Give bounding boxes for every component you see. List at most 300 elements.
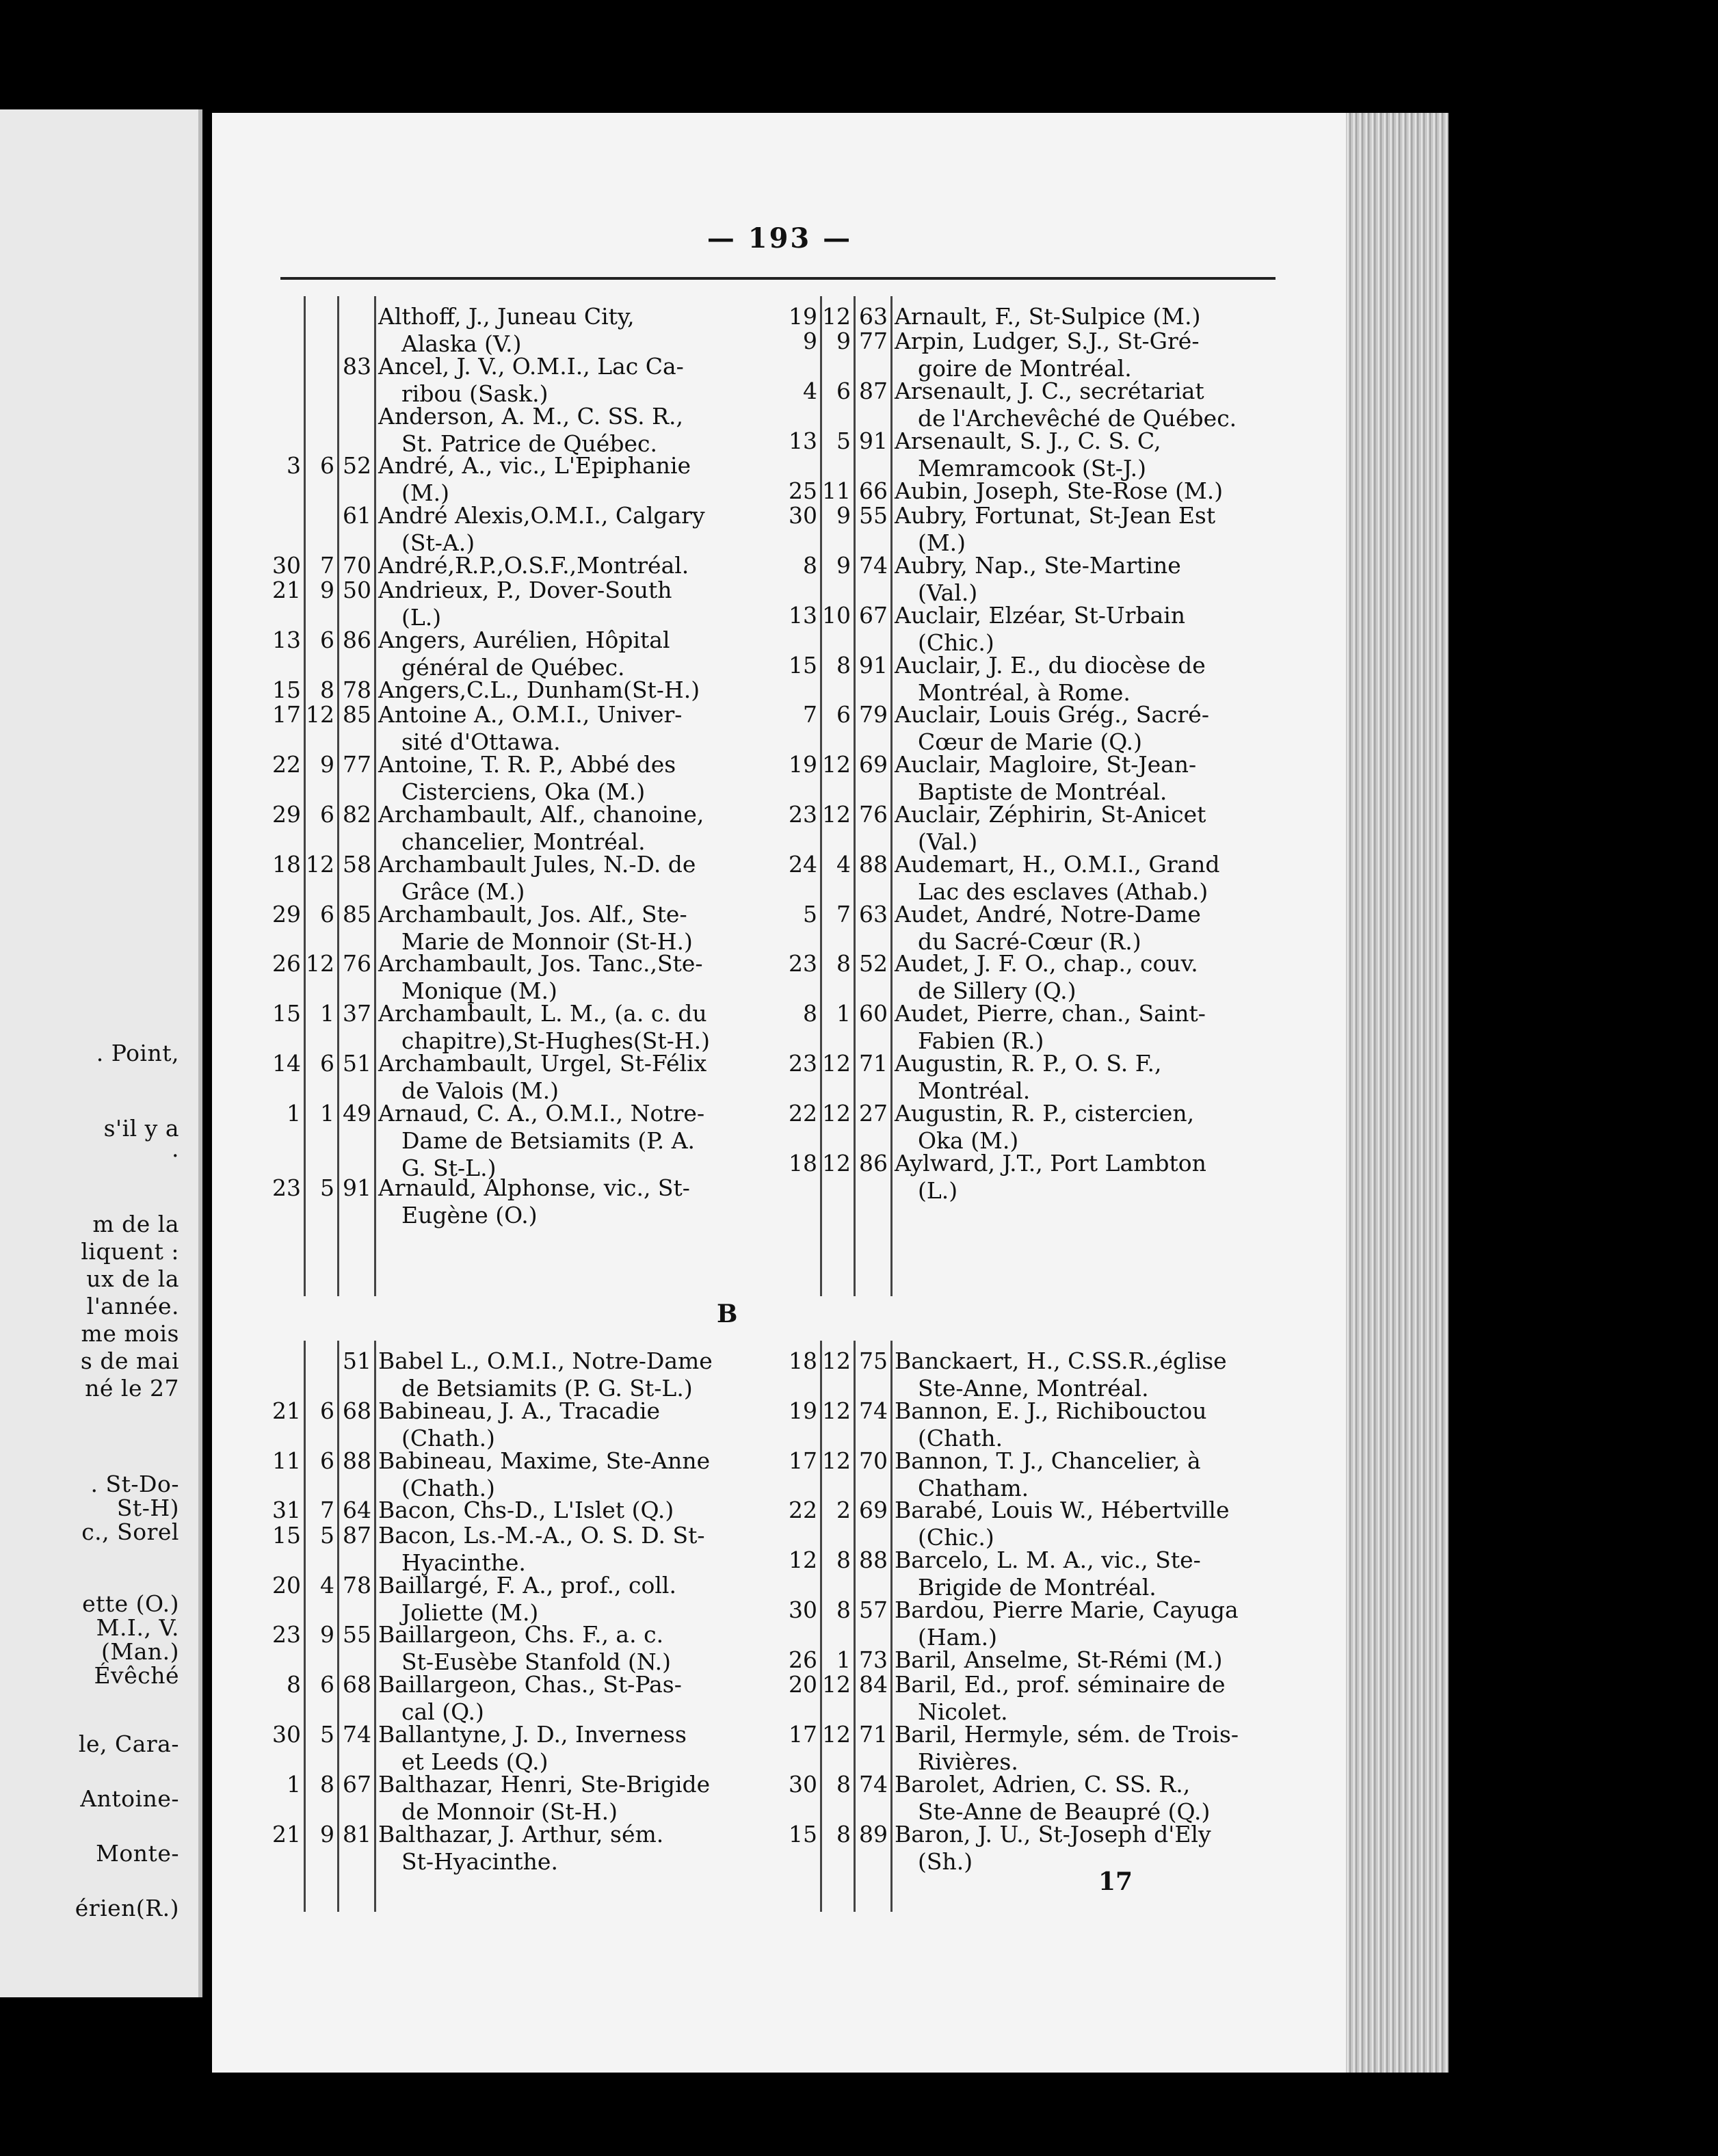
entry-name: Auclair, Zéphirin, St-Anicet bbox=[895, 801, 1206, 828]
month-number: 6 bbox=[320, 1397, 334, 1424]
entry-continuation: Dame de Betsiamits (P. A. bbox=[401, 1127, 696, 1154]
directory-entry bbox=[728, 1348, 1234, 1402]
directory-entry bbox=[728, 1770, 1234, 1825]
year-number: 86 bbox=[343, 627, 371, 654]
directory-entry bbox=[728, 801, 1234, 855]
directory-entry bbox=[212, 950, 718, 1005]
column-rule bbox=[337, 296, 339, 1296]
month-number: 12 bbox=[822, 1721, 851, 1748]
month-number: 6 bbox=[320, 627, 334, 654]
entry-name: Auclair, Magloire, St-Jean- bbox=[895, 751, 1197, 778]
entry-name: Aylward, J.T., Port Lambton bbox=[895, 1149, 1206, 1176]
year-number: 71 bbox=[859, 1050, 888, 1077]
year-number: 88 bbox=[859, 850, 888, 878]
entry-name: Auclair, Elzéar, St-Urbain bbox=[895, 601, 1186, 629]
directory-entry bbox=[212, 1099, 718, 1181]
left-page-fragment-line: (Man.) bbox=[101, 1638, 179, 1665]
entry-continuation: Brigide de Montréal. bbox=[918, 1574, 1157, 1601]
day-number: 18 bbox=[789, 1348, 817, 1374]
month-number: 8 bbox=[836, 950, 851, 977]
year-number: 50 bbox=[343, 577, 371, 604]
entry-continuation: de l'Archevêché de Québec. bbox=[918, 405, 1237, 432]
entry-name: Augustin, R. P., O. S. F., bbox=[895, 1050, 1162, 1077]
directory-entry bbox=[212, 1521, 718, 1576]
column-rule bbox=[374, 296, 376, 1296]
year-number: 88 bbox=[343, 1447, 371, 1474]
entry-name: Baril, Hermyle, sém. de Trois- bbox=[895, 1721, 1239, 1748]
entry-continuation: (Chath. bbox=[918, 1424, 1003, 1451]
year-number: 69 bbox=[859, 1497, 888, 1524]
directory-entry bbox=[728, 1099, 1234, 1154]
left-page-fragment-line: m de la bbox=[92, 1211, 179, 1237]
entry-name: Baillargeon, Chs. F., a. c. bbox=[378, 1621, 664, 1648]
year-number: 69 bbox=[859, 751, 888, 778]
directory-entry bbox=[212, 452, 718, 507]
year-number: 85 bbox=[343, 900, 371, 928]
left-page-fragment-line: liquent : bbox=[81, 1238, 179, 1265]
directory-page bbox=[212, 113, 1347, 2073]
entry-name: Baillargeon, Chas., St-Pas- bbox=[378, 1671, 682, 1698]
month-number: 1 bbox=[320, 1000, 334, 1027]
entry-continuation: Montréal. bbox=[918, 1077, 1031, 1104]
day-number: 15 bbox=[272, 1521, 301, 1549]
month-number: 12 bbox=[822, 801, 851, 828]
year-number: 74 bbox=[859, 1397, 888, 1424]
month-number: 9 bbox=[320, 1621, 334, 1648]
day-number: 17 bbox=[789, 1721, 817, 1748]
directory-entry bbox=[728, 1547, 1234, 1601]
entry-name: Bardou, Pierre Marie, Cayuga bbox=[895, 1596, 1239, 1623]
directory-entry bbox=[212, 1820, 718, 1875]
month-number: 9 bbox=[836, 502, 851, 529]
page-edges bbox=[1346, 113, 1449, 2073]
year-number: 86 bbox=[859, 1149, 888, 1176]
month-number: 4 bbox=[320, 1571, 334, 1599]
year-number: 27 bbox=[859, 1099, 888, 1127]
month-number: 12 bbox=[822, 1099, 851, 1127]
month-number: 5 bbox=[836, 428, 851, 454]
entry-continuation: chapitre),St-Hughes(St-H.) bbox=[401, 1027, 710, 1055]
year-number: 52 bbox=[343, 452, 371, 479]
year-number: 37 bbox=[343, 1000, 371, 1027]
entry-continuation: Baptiste de Montréal. bbox=[918, 778, 1167, 806]
page-number: — 193 — bbox=[706, 222, 853, 254]
entry-continuation: ribou (Sask.) bbox=[401, 380, 549, 407]
day-number: 3 bbox=[287, 452, 301, 479]
year-number: 75 bbox=[859, 1348, 888, 1374]
entry-continuation: Nicolet. bbox=[918, 1698, 1008, 1726]
day-number: 23 bbox=[789, 950, 817, 977]
day-number: 29 bbox=[272, 900, 301, 928]
month-number: 9 bbox=[320, 1820, 334, 1848]
entry-name: Ancel, J. V., O.M.I., Lac Ca- bbox=[378, 352, 684, 380]
day-number: 9 bbox=[803, 328, 817, 355]
left-page-fragment-line: . Point, bbox=[96, 1040, 179, 1066]
day-number: 30 bbox=[789, 1596, 817, 1623]
entry-name: Baron, J. U., St-Joseph d'Ely bbox=[895, 1820, 1211, 1848]
day-number: 21 bbox=[272, 1397, 301, 1424]
month-number: 12 bbox=[306, 701, 334, 728]
year-number: 61 bbox=[343, 502, 371, 529]
left-page-fragment-line: . St-Do- bbox=[90, 1471, 179, 1497]
month-number: 6 bbox=[320, 1447, 334, 1474]
month-number: 12 bbox=[306, 950, 334, 977]
year-number: 68 bbox=[343, 1671, 371, 1698]
entry-continuation: (Ham.) bbox=[918, 1624, 997, 1651]
day-number: 23 bbox=[789, 1050, 817, 1077]
left-page-fragment-line: St-H) bbox=[116, 1495, 179, 1521]
entry-continuation: général de Québec. bbox=[401, 654, 625, 681]
entry-name: Archambault, Alf., chanoine, bbox=[378, 801, 704, 828]
directory-entry bbox=[212, 1174, 718, 1228]
directory-entry bbox=[212, 1721, 718, 1775]
entry-continuation: (Chic.) bbox=[918, 629, 994, 656]
entry-name: Antoine, T. R. P., Abbé des bbox=[378, 751, 676, 778]
entry-continuation: Lac des esclaves (Athab.) bbox=[918, 878, 1208, 905]
day-number: 21 bbox=[272, 1820, 301, 1848]
month-number: 8 bbox=[836, 1596, 851, 1623]
day-number: 23 bbox=[272, 1174, 301, 1201]
entry-name: Antoine A., O.M.I., Univer- bbox=[378, 701, 683, 728]
entry-continuation: cal (Q.) bbox=[401, 1698, 484, 1726]
entry-continuation: Monique (M.) bbox=[401, 977, 557, 1005]
entry-continuation: Cœur de Marie (Q.) bbox=[918, 728, 1143, 756]
entry-continuation: Grâce (M.) bbox=[401, 878, 525, 905]
directory-entry bbox=[728, 900, 1234, 955]
day-number: 7 bbox=[803, 701, 817, 728]
year-number: 91 bbox=[859, 651, 888, 679]
year-number: 74 bbox=[859, 1770, 888, 1798]
month-number: 6 bbox=[320, 1671, 334, 1698]
entry-name: Bannon, E. J., Richibouctou bbox=[895, 1397, 1207, 1424]
month-number: 5 bbox=[320, 1721, 334, 1748]
entry-continuation: (M.) bbox=[918, 529, 966, 557]
year-number: 77 bbox=[859, 328, 888, 355]
day-number: 13 bbox=[789, 428, 817, 454]
day-number: 13 bbox=[789, 601, 817, 629]
entry-continuation: Eugène (O.) bbox=[401, 1202, 538, 1228]
entry-name: Archambault Jules, N.-D. de bbox=[378, 850, 696, 878]
directory-entry bbox=[212, 502, 718, 557]
entry-name: Arnault, F., St-Sulpice (M.) bbox=[895, 303, 1201, 330]
entry-name: André,R.P.,O.S.F.,Montréal. bbox=[378, 552, 689, 579]
entry-continuation: (Chic.) bbox=[918, 1524, 994, 1551]
day-number: 13 bbox=[272, 627, 301, 654]
year-number: 87 bbox=[859, 378, 888, 405]
year-number: 55 bbox=[859, 502, 888, 529]
day-number: 11 bbox=[272, 1447, 301, 1474]
directory-entry bbox=[728, 552, 1234, 606]
entry-continuation: de Sillery (Q.) bbox=[918, 977, 1076, 1005]
day-number: 21 bbox=[272, 577, 301, 604]
entry-continuation: Hyacinthe. bbox=[401, 1549, 526, 1576]
entry-continuation: de Betsiamits (P. G. St-L.) bbox=[401, 1375, 693, 1402]
entry-name: Arsenault, J. C., secrétariat bbox=[895, 378, 1204, 405]
year-number: 73 bbox=[859, 1646, 888, 1673]
year-number: 57 bbox=[859, 1596, 888, 1623]
year-number: 51 bbox=[343, 1348, 371, 1374]
month-number: 12 bbox=[822, 751, 851, 778]
directory-entry bbox=[212, 676, 718, 704]
year-number: 63 bbox=[859, 303, 888, 330]
year-number: 78 bbox=[343, 676, 371, 703]
entry-continuation: du Sacré-Cœur (R.) bbox=[918, 928, 1141, 955]
entry-name: Auclair, Louis Grég., Sacré- bbox=[895, 701, 1209, 728]
day-number: 19 bbox=[789, 1397, 817, 1424]
directory-entry bbox=[728, 1820, 1234, 1875]
left-page-fragment-line: s de mai bbox=[80, 1348, 179, 1374]
entry-name: Babel L., O.M.I., Notre-Dame bbox=[378, 1348, 713, 1374]
year-number: 58 bbox=[343, 850, 371, 878]
month-number: 12 bbox=[822, 1671, 851, 1698]
day-number: 22 bbox=[789, 1497, 817, 1524]
directory-entry bbox=[728, 1149, 1234, 1204]
day-number: 19 bbox=[789, 303, 817, 330]
entry-name: Angers,C.L., Dunham(St-H.) bbox=[378, 676, 700, 703]
entry-name: Audet, Pierre, chan., Saint- bbox=[895, 1000, 1206, 1027]
year-number: 70 bbox=[859, 1447, 888, 1474]
column-rule bbox=[304, 296, 306, 1296]
entry-name: Audet, J. F. O., chap., couv. bbox=[895, 950, 1198, 977]
left-page-fragment-line: c., Sorel bbox=[81, 1519, 179, 1545]
entry-continuation: (M.) bbox=[401, 479, 450, 507]
year-number: 64 bbox=[343, 1497, 371, 1524]
year-number: 60 bbox=[859, 1000, 888, 1027]
entry-continuation: (L.) bbox=[918, 1176, 958, 1204]
directory-entry bbox=[212, 850, 718, 905]
year-number: 91 bbox=[859, 428, 888, 454]
day-number: 20 bbox=[789, 1671, 817, 1698]
entry-continuation: sité d'Ottawa. bbox=[401, 728, 561, 756]
entry-name: Babineau, Maxime, Ste-Anne bbox=[378, 1447, 711, 1474]
year-number: 68 bbox=[343, 1397, 371, 1424]
day-number: 17 bbox=[789, 1447, 817, 1474]
directory-entry bbox=[212, 1050, 718, 1104]
month-number: 8 bbox=[836, 1547, 851, 1574]
left-page-fragment-line: ette (O.) bbox=[82, 1590, 179, 1617]
entry-name: Auclair, J. E., du diocèse de bbox=[895, 651, 1206, 679]
entry-continuation: (St-A.) bbox=[401, 529, 475, 557]
entry-name: Bacon, Chs-D., L'Islet (Q.) bbox=[378, 1497, 674, 1524]
directory-entry bbox=[212, 1621, 718, 1676]
day-number: 29 bbox=[272, 801, 301, 828]
day-number: 26 bbox=[789, 1646, 817, 1673]
year-number: 88 bbox=[859, 1547, 888, 1574]
month-number: 8 bbox=[320, 676, 334, 703]
left-page-fragment-line: érien(R.) bbox=[75, 1895, 179, 1921]
day-number: 18 bbox=[789, 1149, 817, 1176]
day-number: 30 bbox=[789, 1770, 817, 1798]
day-number: 15 bbox=[789, 651, 817, 679]
entry-name: Aubry, Fortunat, St-Jean Est bbox=[895, 502, 1216, 529]
entry-name: Archambault, Urgel, St-Félix bbox=[378, 1050, 707, 1077]
month-number: 9 bbox=[836, 328, 851, 355]
directory-entry bbox=[212, 352, 718, 407]
month-number: 12 bbox=[822, 1348, 851, 1374]
left-page-fragment-line: Évêché bbox=[94, 1662, 179, 1689]
entry-continuation: Montréal, à Rome. bbox=[918, 679, 1131, 706]
year-number: 51 bbox=[343, 1050, 371, 1077]
directory-entry bbox=[728, 477, 1234, 505]
directory-entry bbox=[212, 801, 718, 855]
entry-continuation: Oka (M.) bbox=[918, 1127, 1019, 1154]
entry-name: Barcelo, L. M. A., vic., Ste- bbox=[895, 1547, 1201, 1574]
left-page-fragment-line: me mois bbox=[81, 1320, 179, 1347]
entry-name: Babineau, J. A., Tracadie bbox=[378, 1397, 661, 1424]
year-number: 83 bbox=[343, 352, 371, 380]
day-number: 22 bbox=[789, 1099, 817, 1127]
left-page-fragment-line: l'année. bbox=[86, 1293, 179, 1319]
entry-continuation: (Chath.) bbox=[401, 1474, 495, 1501]
entry-continuation: St-Hyacinthe. bbox=[401, 1848, 558, 1875]
entry-continuation: Marie de Monnoir (St-H.) bbox=[401, 928, 693, 955]
day-number: 8 bbox=[803, 552, 817, 579]
year-number: 70 bbox=[343, 552, 371, 579]
month-number: 5 bbox=[320, 1174, 334, 1201]
directory-entry bbox=[212, 1497, 718, 1524]
entry-name: Arnaud, C. A., O.M.I., Notre- bbox=[378, 1099, 705, 1127]
directory-entry bbox=[728, 502, 1234, 557]
day-number: 8 bbox=[287, 1671, 301, 1698]
directory-entry bbox=[728, 1497, 1234, 1551]
year-number: 82 bbox=[343, 801, 371, 828]
day-number: 30 bbox=[789, 502, 817, 529]
entry-continuation: Alaska (V.) bbox=[401, 330, 522, 357]
directory-entry bbox=[728, 1397, 1234, 1451]
day-number: 15 bbox=[272, 676, 301, 703]
day-number: 17 bbox=[272, 701, 301, 728]
entry-continuation: Fabien (R.) bbox=[918, 1027, 1044, 1055]
year-number: 55 bbox=[343, 1621, 371, 1648]
entry-continuation: de Valois (M.) bbox=[401, 1077, 559, 1104]
year-number: 66 bbox=[859, 477, 888, 504]
entry-continuation: goire de Montréal. bbox=[918, 355, 1132, 382]
directory-entry bbox=[212, 1770, 718, 1825]
day-number: 5 bbox=[803, 900, 817, 928]
entry-name: Arpin, Ludger, S.J., St-Gré- bbox=[895, 328, 1200, 355]
day-number: 23 bbox=[272, 1621, 301, 1648]
day-number: 24 bbox=[789, 850, 817, 878]
day-number: 1 bbox=[287, 1099, 301, 1127]
directory-entry bbox=[728, 1671, 1234, 1726]
entry-name: Baril, Anselme, St-Rémi (M.) bbox=[895, 1646, 1223, 1673]
entry-name: Archambault, Jos. Tanc.,Ste- bbox=[378, 950, 703, 977]
left-page-fragment-line: Antoine- bbox=[80, 1785, 179, 1812]
year-number: 91 bbox=[343, 1174, 371, 1201]
month-number: 7 bbox=[320, 552, 334, 579]
day-number: 30 bbox=[272, 552, 301, 579]
month-number: 8 bbox=[836, 651, 851, 679]
year-number: 63 bbox=[859, 900, 888, 928]
entry-name: Balthazar, J. Arthur, sém. bbox=[378, 1820, 664, 1848]
left-page-fragment-line: ux de la bbox=[86, 1265, 179, 1292]
entry-name: Barabé, Louis W., Hébertville bbox=[895, 1497, 1230, 1524]
day-number: 31 bbox=[272, 1497, 301, 1524]
entry-name: Aubry, Nap., Ste-Martine bbox=[895, 552, 1181, 579]
day-number: 19 bbox=[789, 751, 817, 778]
year-number: 49 bbox=[343, 1099, 371, 1127]
directory-entry bbox=[212, 1397, 718, 1451]
month-number: 11 bbox=[822, 477, 851, 504]
entry-name: Aubin, Joseph, Ste-Rose (M.) bbox=[895, 477, 1224, 504]
year-number: 87 bbox=[343, 1521, 371, 1549]
directory-entry bbox=[728, 378, 1237, 432]
month-number: 6 bbox=[320, 1050, 334, 1077]
year-number: 71 bbox=[859, 1721, 888, 1748]
entry-continuation: (Val.) bbox=[918, 828, 978, 855]
section-letter-b: B bbox=[717, 1300, 738, 1328]
day-number: 30 bbox=[272, 1721, 301, 1748]
month-number: 8 bbox=[836, 1820, 851, 1848]
entry-continuation: Ste-Anne de Beaupré (Q.) bbox=[918, 1798, 1211, 1825]
entry-continuation: chancelier, Montréal. bbox=[401, 828, 646, 855]
entry-continuation: Memramcook (St-J.) bbox=[918, 455, 1146, 482]
entry-continuation: St. Patrice de Québec. bbox=[401, 430, 657, 457]
month-number: 8 bbox=[320, 1770, 334, 1798]
entry-name: Archambault, Jos. Alf., Ste- bbox=[378, 900, 687, 928]
month-number: 10 bbox=[822, 601, 851, 629]
entry-name: Banckaert, H., C.SS.R.,église bbox=[895, 1348, 1227, 1374]
entry-name: Baril, Ed., prof. séminaire de bbox=[895, 1671, 1226, 1698]
month-number: 2 bbox=[836, 1497, 851, 1524]
directory-entry bbox=[212, 751, 718, 806]
entry-name: Audemart, H., O.M.I., Grand bbox=[895, 850, 1220, 878]
left-page-fragment-line: . bbox=[172, 1135, 179, 1162]
day-number: 26 bbox=[272, 950, 301, 977]
directory-entry bbox=[728, 1596, 1239, 1651]
entry-continuation: Chatham. bbox=[918, 1474, 1029, 1501]
month-number: 9 bbox=[320, 577, 334, 604]
directory-entry bbox=[728, 1721, 1239, 1775]
day-number: 4 bbox=[803, 378, 817, 405]
year-number: 77 bbox=[343, 751, 371, 778]
month-number: 12 bbox=[822, 303, 851, 330]
year-number: 79 bbox=[859, 701, 888, 728]
entry-name: Arsenault, S. J., C. S. C, bbox=[895, 428, 1161, 454]
entry-name: Archambault, L. M., (a. c. du bbox=[378, 1000, 707, 1027]
month-number: 6 bbox=[320, 452, 334, 479]
previous-page-fragment bbox=[0, 109, 202, 1997]
directory-entry bbox=[212, 1571, 718, 1626]
year-number: 74 bbox=[343, 1721, 371, 1748]
month-number: 1 bbox=[320, 1099, 334, 1127]
directory-entry bbox=[728, 751, 1234, 806]
month-number: 1 bbox=[836, 1000, 851, 1027]
directory-entry bbox=[728, 1050, 1234, 1104]
month-number: 9 bbox=[836, 552, 851, 579]
directory-entry bbox=[728, 850, 1234, 905]
year-number: 67 bbox=[343, 1770, 371, 1798]
entry-continuation: Rivières. bbox=[918, 1748, 1018, 1775]
entry-name: Ballantyne, J. D., Inverness bbox=[378, 1721, 687, 1748]
month-number: 8 bbox=[836, 1770, 851, 1798]
month-number: 9 bbox=[320, 751, 334, 778]
directory-entry bbox=[212, 577, 718, 631]
entry-name: André, A., vic., L'Epiphanie bbox=[378, 452, 691, 479]
day-number: 15 bbox=[272, 1000, 301, 1027]
entry-name: Baillargé, F. A., prof., coll. bbox=[378, 1571, 676, 1599]
day-number: 18 bbox=[272, 850, 301, 878]
directory-entry bbox=[728, 303, 1234, 330]
left-page-fragment-line: le, Cara- bbox=[78, 1731, 179, 1757]
year-number: 76 bbox=[343, 950, 371, 977]
directory-entry bbox=[728, 950, 1234, 1005]
month-number: 1 bbox=[836, 1646, 851, 1673]
day-number: 15 bbox=[789, 1820, 817, 1848]
entry-continuation: Ste-Anne, Montréal. bbox=[918, 1375, 1149, 1402]
month-number: 6 bbox=[836, 378, 851, 405]
entry-continuation: Joliette (M.) bbox=[401, 1599, 539, 1626]
